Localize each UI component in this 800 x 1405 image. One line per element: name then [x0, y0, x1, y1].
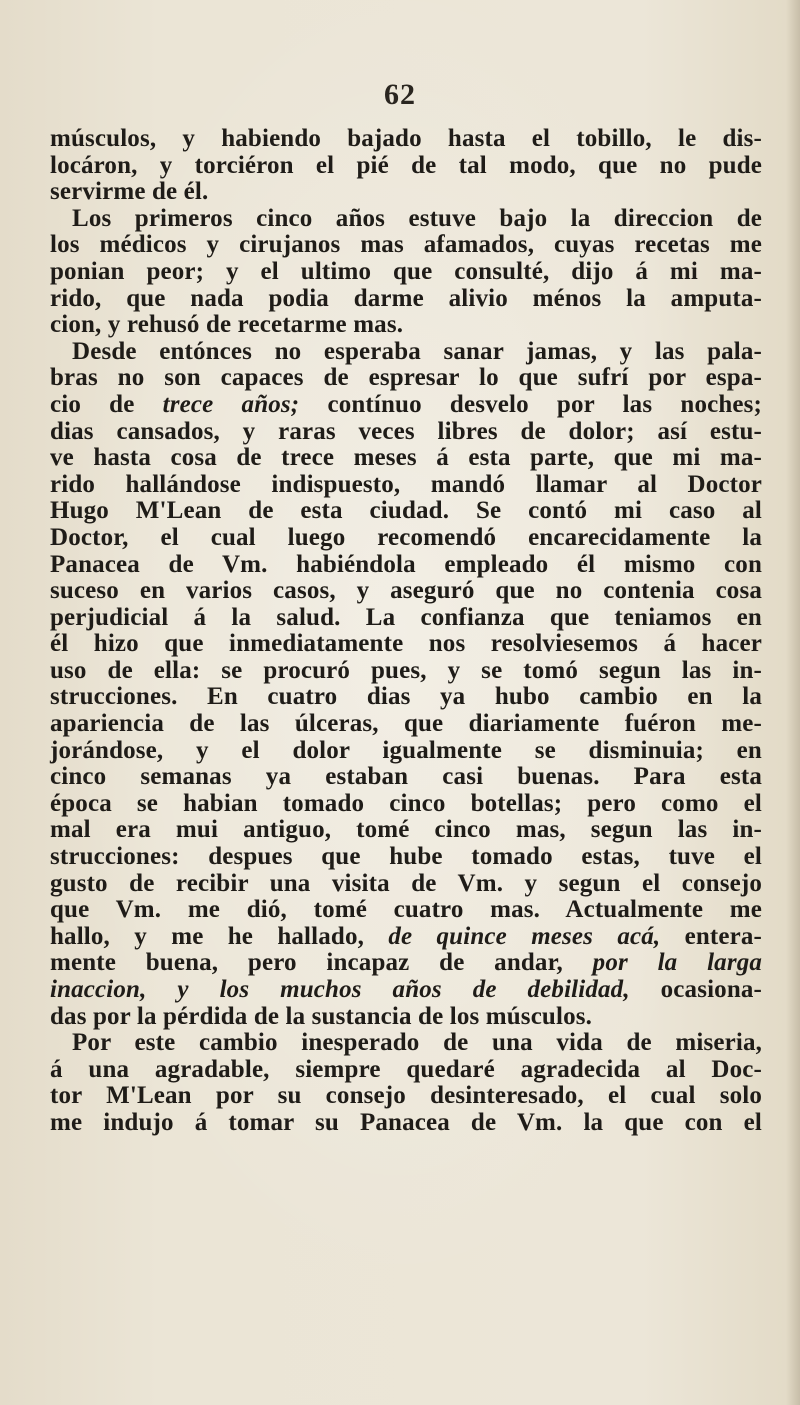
- text-line: ve hasta cosa de trece meses á esta parte, que mi ma-: [50, 444, 762, 472]
- text-line: ponian peor; y el ultimo que consulté, dijo á mi ma-: [50, 257, 762, 285]
- text-line: mal era mui antiguo, tomé cinco mas, segun las in-: [50, 816, 762, 844]
- text-line: me indujo á tomar su Panacea de Vm. la que con el: [50, 1108, 762, 1136]
- text-line: cio de trece años; contínuo desvelo por las noches;: [50, 390, 762, 418]
- text-line: Hugo M'Lean de esta ciudad. Se contó mi caso al: [50, 497, 762, 525]
- text-line: servirme de él.: [50, 178, 209, 206]
- text-line: locáron, y torciéron el pié de tal modo, que no pude: [50, 151, 762, 179]
- text-line: músculos, y habiendo bajado hasta el tobillo, le dis-: [50, 125, 762, 152]
- page-edge-shadow: [786, 0, 800, 1405]
- text-line: inaccion, y los muchos años de debilidad, ocasiona-: [50, 976, 762, 1003]
- text-line: jorándose, y el dolor igualmente se disminuia; en: [50, 736, 762, 764]
- text-line: él hizo que inmediatamente nos resolviesemos á hacer: [50, 630, 762, 658]
- text-line: bras no son capaces de espresar lo que sufrí por espa-: [50, 364, 762, 392]
- text-line: uso de ella: se procuró pues, y se tomó segun las in-: [50, 656, 762, 684]
- text-line: Doctor, el cual luego recomendó encarecidamente la: [50, 523, 762, 551]
- text-line: apariencia de las úlceras, que diariamente fuéron me-: [50, 710, 762, 738]
- text-line: Por este cambio inesperado de una vida de miseria,: [72, 1029, 762, 1057]
- body-text: [50, 126, 762, 1137]
- text-line: strucciones. En cuatro dias ya hubo cambio en la: [50, 683, 762, 711]
- italic-phrase: inaccion, y los muchos años de debilidad,: [50, 976, 630, 1003]
- text-line: strucciones: despues que hube tomado estas, tuve el: [50, 843, 762, 871]
- text-line: suceso en varios casos, y aseguró que no contenia cosa: [50, 577, 762, 605]
- text-line: rido hallándose indispuesto, mandó llamar al Doctor: [50, 470, 762, 498]
- text-line: Desde entónces no esperaba sanar jamas, y las pala-: [72, 337, 762, 365]
- text-line: gusto de recibir una visita de Vm. y segun el consejo: [50, 869, 762, 897]
- text-line: hallo, y me he hallado, de quince meses acá, entera-: [50, 922, 762, 950]
- text-line: época se habian tomado cinco botellas; pero como el: [50, 789, 762, 817]
- italic-phrase: trece años;: [162, 390, 300, 418]
- text-line: mente buena, pero incapaz de andar, por la larga: [50, 949, 762, 977]
- text-line: cion, y rehusó de recetarme mas.: [50, 311, 404, 339]
- text-line: los médicos y cirujanos mas afamados, cuyas recetas me: [50, 231, 762, 259]
- text-line: Panacea de Vm. habiéndola empleado él mismo con: [50, 550, 762, 578]
- text-line: perjudicial á la salud. La confianza que teniamos en: [50, 603, 762, 631]
- text-line: rido, que nada podia darme alivio ménos la amputa-: [50, 284, 762, 312]
- italic-phrase: de quince meses acá,: [388, 922, 661, 950]
- page-number: 62: [384, 78, 416, 111]
- text-line: á una agradable, siempre quedaré agradecida al Doc-: [50, 1055, 762, 1083]
- text-line: Los primeros cinco años estuve bajo la direccion de: [72, 204, 762, 232]
- text-line: cinco semanas ya estaban casi buenas. Para esta: [50, 763, 762, 791]
- text-line: dias cansados, y raras veces libres de dolor; así estu-: [50, 417, 762, 445]
- text-line: que Vm. me dió, tomé cuatro mas. Actualmente me: [50, 896, 762, 924]
- italic-phrase: por la larga: [592, 949, 762, 977]
- text-line: tor M'Lean por su consejo desinteresado, el cual solo: [50, 1082, 762, 1110]
- text-line: das por la pérdida de la sustancia de los músculos.: [50, 1002, 593, 1030]
